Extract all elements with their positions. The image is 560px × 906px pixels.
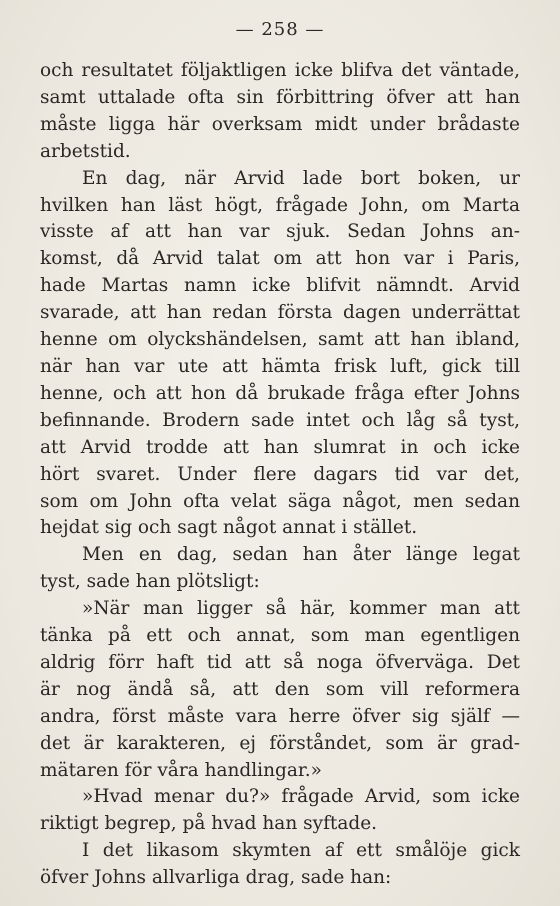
text-line: visste af att han var sjuk. Sedan Johns an- <box>40 221 520 243</box>
text-line: »Hvad menar du?» frågade Arvid, som icke <box>82 786 520 808</box>
text-line: det är karakteren, ej förståndet, som är grad- <box>40 732 520 754</box>
text-line: samt uttalade ofta sin förbittring öfver att han <box>40 86 520 108</box>
text-line: att Arvid trodde att han slumrat in och icke <box>40 436 520 458</box>
text-line: hade Martas namn icke blifvit nämndt. Arvid <box>40 275 520 297</box>
text-line: arbetstid. <box>40 140 131 162</box>
page-number: — 258 — <box>235 19 325 40</box>
text-line: henne, och att hon då brukade fråga efter Johns <box>40 382 520 404</box>
text-line: Men en dag, sedan han åter länge legat <box>82 544 520 566</box>
text-line: riktigt begrep, på hvad han syftade. <box>40 813 378 835</box>
text-line: hört svaret. Under flere dagars tid var det, <box>40 463 520 485</box>
text-line: befinnande. Brodern sade intet och låg så tyst, <box>40 409 520 431</box>
text-line: öfver Johns allvarliga drag, sade han: <box>40 867 392 889</box>
text-line: som om John ofta velat säga något, men sedan <box>40 490 520 512</box>
text-line: hvilken han läst högt, frågade John, om Marta <box>40 194 520 216</box>
text-line: är nog ändå så, att den som vill reformera <box>40 678 520 700</box>
text-line: andra, först måste vara herre öfver sig själf — <box>40 705 520 727</box>
text-line: aldrig förr haft tid att så noga öfverväga. Det <box>40 651 520 673</box>
text-line: komst, då Arvid talat om att hon var i Paris, <box>40 248 520 270</box>
body-text <box>40 58 520 892</box>
text-line: I det likasom skymten af ett smålöje gick <box>82 840 520 862</box>
text-line: tänka på ett och annat, som man egentligen <box>40 625 520 647</box>
text-line: mätaren för våra handlingar.» <box>40 759 322 781</box>
text-line: måste ligga här overksam midt under brådaste <box>40 113 520 135</box>
text-line: henne om olyckshändelsen, samt att han ibland, <box>40 329 520 351</box>
text-line: tyst, sade han plötsligt: <box>40 571 260 593</box>
text-line: En dag, när Arvid lade bort boken, ur <box>82 167 520 189</box>
text-line: »När man ligger så här, kommer man att <box>82 598 520 620</box>
text-line: och resultatet följaktligen icke blifva det väntade, <box>40 60 520 81</box>
text-line: svarade, att han redan första dagen underrättat <box>40 302 520 324</box>
text-line: när han var ute att hämta frisk luft, gick till <box>40 355 520 377</box>
text-line: hejdat sig och sagt något annat i stället. <box>40 517 418 539</box>
